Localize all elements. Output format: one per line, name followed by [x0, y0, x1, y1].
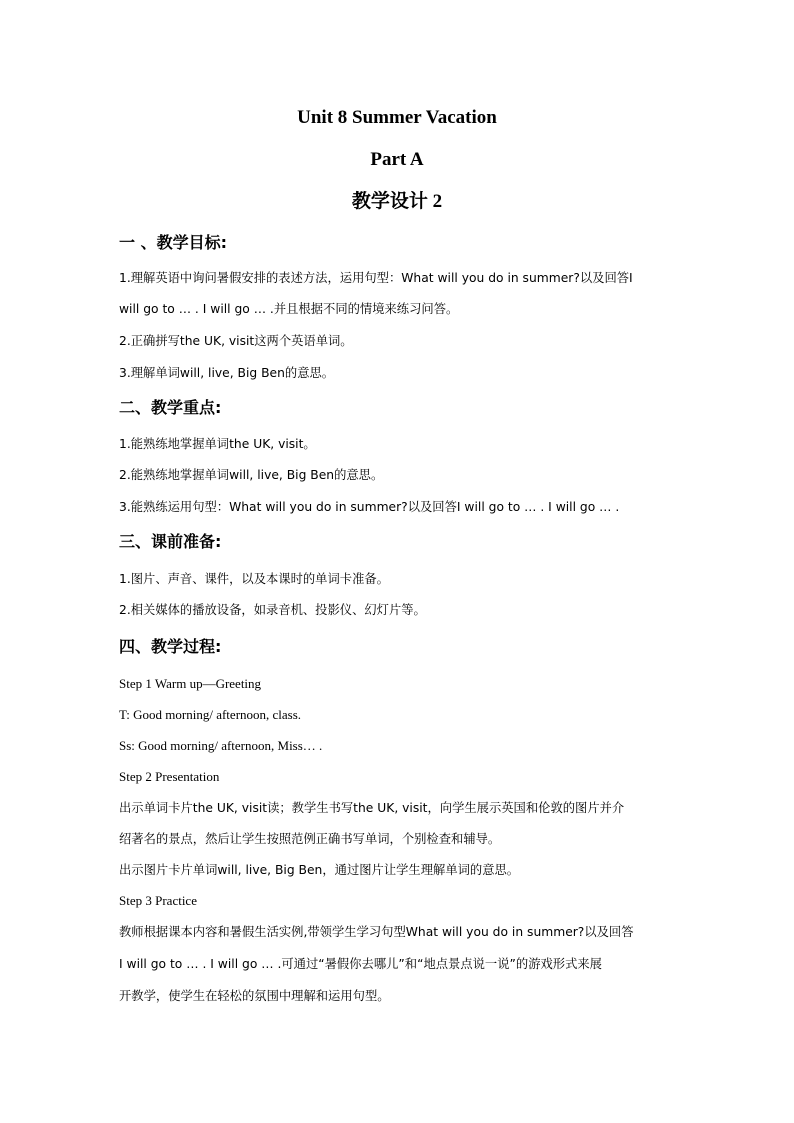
- step1-teacher-line: T: Good morning/ afternoon, class.: [119, 707, 302, 722]
- step2-paragraph-line: 绍著名的景点，然后让学生按照范例正确书写单词，个别检查和辅导。: [119, 832, 501, 846]
- section-heading-preparation: 三、课前准备:: [119, 532, 222, 551]
- design-title: 教学设计 2: [351, 191, 443, 212]
- document-subtitle: Part A: [370, 149, 424, 170]
- preparation-line: 1.图片、声音、课件，以及本课时的单词卡准备。: [119, 572, 389, 586]
- section-heading-objectives: 一 、教学目标:: [119, 233, 227, 252]
- key-points-line: 2.能熟练地掌握单词will, live, Big Ben的意思。: [119, 468, 384, 482]
- step2-paragraph-line: 出示单词卡片the UK, visit读；教学生书写the UK, visit，向学生展示英国和伦敦的图片并介: [119, 801, 625, 815]
- step3-paragraph-line: 开教学，使学生在轻松的氛围中理解和运用句型。: [119, 989, 390, 1003]
- step1-title: Step 1 Warm up—Greeting: [119, 676, 262, 691]
- key-points-line: 1.能熟练地掌握单词the UK, visit。: [119, 437, 316, 451]
- objectives-line: will go to … . I will go … .并且根据不同的情境来练习问答。: [119, 302, 459, 316]
- key-points-line: 3.能熟练运用句型：What will you do in summer?以及回答I will go to … . I will go … .: [119, 500, 620, 514]
- step3-paragraph-line: 教师根据课本内容和暑假生活实例,带领学生学习句型What will you do in summer?以及回答: [119, 925, 634, 939]
- section-heading-key-points: 二、教学重点:: [119, 398, 222, 417]
- objectives-line: 2.正确拼写the UK, visit这两个英语单词。: [119, 334, 353, 348]
- step2-title: Step 2 Presentation: [119, 769, 220, 784]
- objectives-line: 3.理解单词will, live, Big Ben的意思。: [119, 366, 335, 380]
- step3-paragraph-line: I will go to … . I will go … .可通过“暑假你去哪儿”和“地点景点说一说”的游戏形式来展: [119, 957, 602, 971]
- section-heading-process: 四、教学过程:: [119, 637, 222, 656]
- document-title: Unit 8 Summer Vacation: [297, 107, 497, 128]
- objectives-line: 1.理解英语中询问暑假安排的表述方法，运用句型：What will you do in summer?以及回答I: [119, 271, 633, 285]
- step2-paragraph-line: 出示图片卡片单词will, live, Big Ben，通过图片让学生理解单词的意思。: [119, 863, 520, 877]
- step1-students-line: Ss: Good morning/ afternoon, Miss… .: [119, 738, 323, 753]
- step3-title: Step 3 Practice: [119, 893, 197, 908]
- preparation-line: 2.相关媒体的播放设备，如录音机、投影仪、幻灯片等。: [119, 603, 426, 617]
